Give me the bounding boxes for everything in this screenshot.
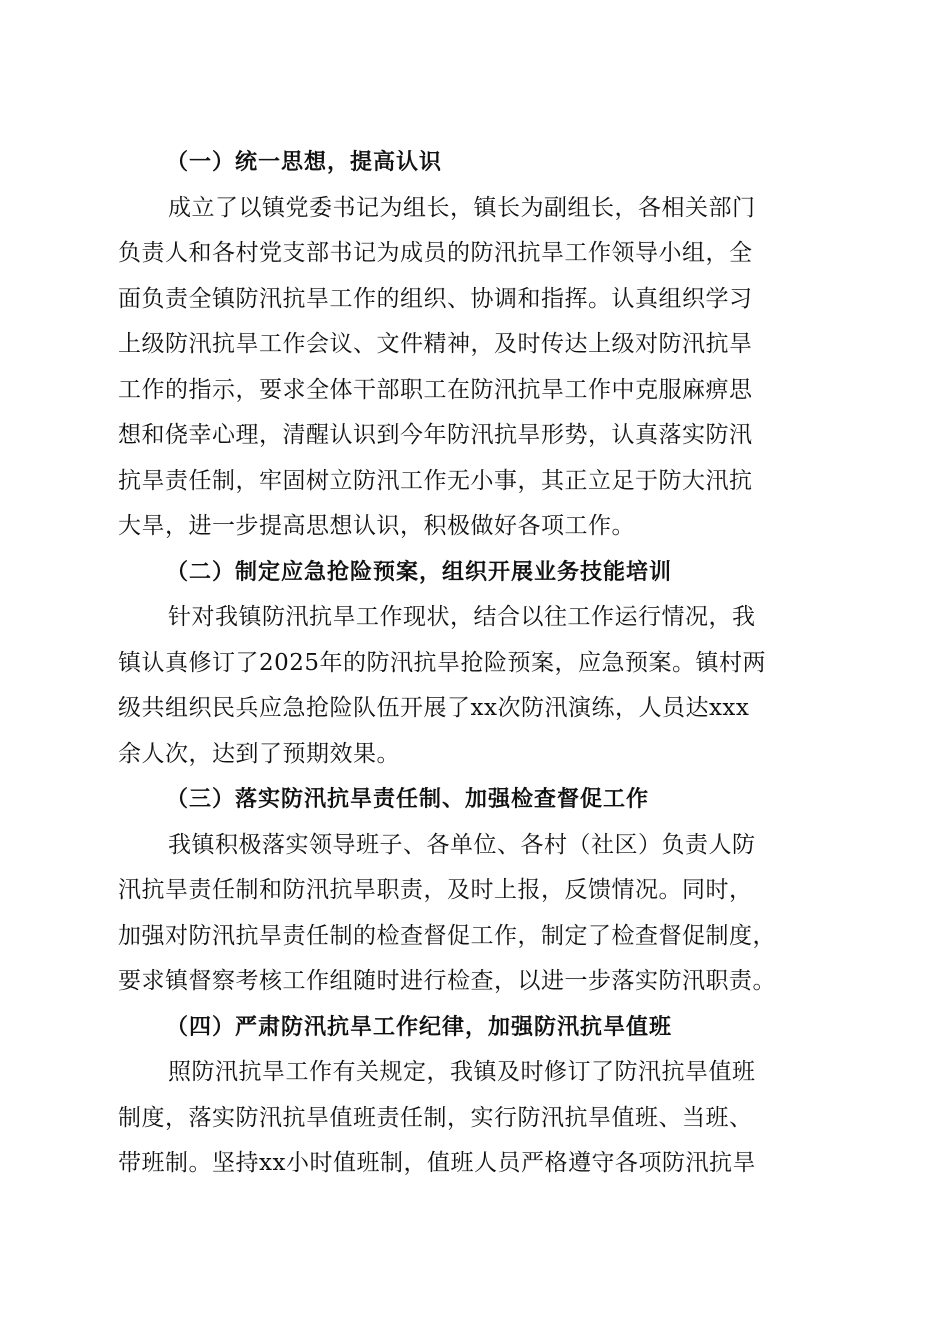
paragraph-line: 成立了以镇党委书记为组长，镇长为副组长，各相关部门 xyxy=(168,194,756,221)
section-paragraph-2 xyxy=(118,595,833,777)
paragraph-line: 余人次，达到了预期效果。 xyxy=(118,740,400,767)
paragraph-line: 面负责全镇防汛抗旱工作的组织、协调和指挥。认真组织学习 xyxy=(118,285,753,312)
section-paragraph-4 xyxy=(118,1050,833,1187)
section-paragraph-3 xyxy=(118,823,833,1005)
paragraph-line: 我镇积极落实领导班子、各单位、各村（社区）负责人防 xyxy=(168,831,756,858)
paragraph-line: 抗旱责任制，牢固树立防汛工作无小事，其正立足于防大汛抗 xyxy=(118,467,753,494)
paragraph-line: 想和侥幸心理，清醒认识到今年防汛抗旱形势，认真落实防汛 xyxy=(118,422,753,448)
paragraph-line: 镇认真修订了2025年的防汛抗旱抢险预案，应急预案。镇村两 xyxy=(118,649,767,676)
paragraph-line: 加强对防汛抗旱责任制的检查督促工作，制定了检查督促制度， xyxy=(118,922,776,949)
paragraph-line: 级共组织民兵应急抢险队伍开展了xx次防汛演练，人员达xxx xyxy=(118,695,750,721)
section-heading-2: （二）制定应急抢险预案，组织开展业务技能培训 xyxy=(166,559,673,585)
paragraph-line: 工作的指示，要求全体干部职工在防汛抗旱工作中克服麻痹思 xyxy=(118,376,753,403)
paragraph-line: 制度，落实防汛抗旱值班责任制，实行防汛抗旱值班、当班、 xyxy=(118,1104,753,1131)
section-heading-3: （三）落实防汛抗旱责任制、加强检查督促工作 xyxy=(166,787,650,812)
paragraph-line: 针对我镇防汛抗旱工作现状，结合以往工作运行情况，我 xyxy=(168,604,756,630)
document-body xyxy=(118,140,833,1187)
paragraph-line: 带班制。坚持xx小时值班制，值班人员严格遵守各项防汛抗旱 xyxy=(118,1150,756,1176)
paragraph-line: 汛抗旱责任制和防汛抗旱职责，及时上报，反馈情况。同时， xyxy=(118,877,753,903)
section-heading-4: （四）严肃防汛抗旱工作纪律，加强防汛抗旱值班 xyxy=(166,1014,673,1040)
paragraph-line: 照防汛抗旱工作有关规定，我镇及时修订了防汛抗旱值班 xyxy=(168,1059,756,1085)
paragraph-line: 大旱，进一步提高思想认识，积极做好各项工作。 xyxy=(118,513,635,539)
paragraph-line: 要求镇督察考核工作组随时进行检查，以进一步落实防汛职责。 xyxy=(118,968,776,994)
section-paragraph-1 xyxy=(118,186,833,550)
paragraph-line: 负责人和各村党支部书记为成员的防汛抗旱工作领导小组，全 xyxy=(118,240,753,266)
paragraph-line: 上级防汛抗旱工作会议、文件精神，及时传达上级对防汛抗旱 xyxy=(118,331,753,357)
section-heading-1: （一）统一思想，提高认识 xyxy=(166,150,443,175)
